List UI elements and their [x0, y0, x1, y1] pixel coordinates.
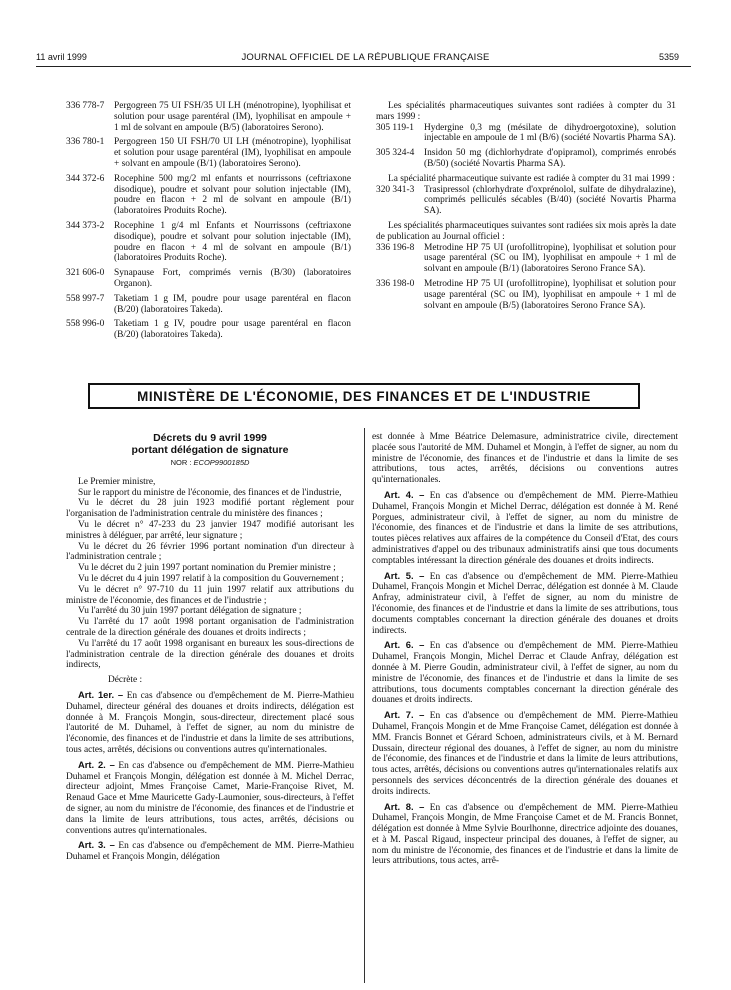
article-3-continuation: est donnée à Mme Béatrice Delemasure, administratrice civile, directement placée sous l'autorité de MM. Duhamel et Mongin, à l'effet de signer, au nom du ministre de l'économie, des finances et de l'industrie et dans la limite de ses attributions, tous actes, arrêtés, décisions ou conventions autres qu'internationales. — [372, 432, 678, 486]
spec-code: 336 780-1 — [66, 137, 105, 148]
spec-entry — [66, 101, 351, 133]
right-articles — [372, 490, 678, 867]
spec-entry — [66, 221, 351, 264]
consideration-paragraph: Sur le rapport du ministre de l'économie, des finances et de l'industrie, — [78, 487, 342, 498]
article-heading: Art. 7. – — [384, 709, 425, 721]
decree-title-subject: portant délégation de signature — [131, 444, 289, 456]
decree-right-column — [372, 432, 678, 867]
spec-code: 305 119-1 — [376, 122, 414, 133]
spec-entry — [376, 148, 676, 170]
spec-text: Rocephine 500 mg/2 ml enfants et nourrissons (ceftriaxone disodique), poudre et solvant pour solution injectable (IM), poudre en flacon + 2 ml de solvant en ampoule (B/1) (laboratoires Produits Roche). — [114, 173, 351, 217]
article-text: En cas d'absence ou d'empêchement de MM. Pierre-Mathieu Duhamel et François Mongin, délégation est donnée à M. Michel Derrac, directeur adjoint, Mmes Françoise Camet, Marie-Françoise Rivet, M. Renaud Gace et Mme Mauricette Gady-Laumonier, sous-directeurs, à l'effet de signer, au nom du ministre de l'économie, des finances et de l'industrie et dans la limite de leurs attributions, tous actes, arrêtés, décisions ou conventions autres qu'internationales. — [66, 760, 355, 836]
nor-reference — [66, 458, 354, 469]
journal-title: JOURNAL OFFICIEL DE LA RÉPUBLIQUE FRANÇAISE — [241, 52, 490, 63]
top-right-section — [376, 101, 676, 315]
intro-radiation-may: La spécialité pharmaceutique suivante est radiée à compter du 31 mai 1999 : — [388, 173, 675, 184]
spec-entry — [376, 279, 676, 311]
decree-left-column — [66, 432, 354, 863]
consideration-paragraph: Vu l'arrêté du 17 août 1998 organisant en bureaux les sous-directions de l'administration centrale de la direction générale des douanes et droits indirects, — [66, 638, 354, 671]
article-paragraph — [372, 710, 678, 797]
spec-list-may — [376, 185, 676, 217]
consideration-paragraph: Vu le décret du 4 juin 1997 relatif à la composition du Gouvernement ; — [78, 573, 344, 584]
consideration-paragraph: Vu le décret n° 47-233 du 23 janvier 1947 modifié autorisant les ministres à déléguer, par arrêté, leur signature ; — [66, 519, 354, 541]
spec-text: Pergogreen 75 UI FSH/35 UI LH (ménotropine), lyophilisat et solution pour usage parentéral (IM), lyophilisat en ampoule + 1 ml de solvant en ampoule (B/5) (laboratoires Serono). — [114, 101, 351, 133]
nor-code: ECOP9900185D — [193, 458, 250, 467]
article-paragraph — [372, 802, 678, 868]
article-text: En cas d'absence ou d'empêchement de MM. Pierre-Mathieu Duhamel, François Mongin, Michel Derrac et Claude Anfray, délégation est donnée à M. Pierre Goudin, administrateur civil, à l'effet de signer, au nom du ministre de l'économie, des finances et de l'industrie et dans la limite de ses attributions, tous documents comptables concernant la direction générale des douanes et droits indirects. — [372, 641, 678, 706]
ministry-title: MINISTÈRE DE L'ÉCONOMIE, DES FINANCES ET DE L'INDUSTRIE — [137, 388, 591, 404]
spec-entry — [66, 174, 351, 217]
article-heading: Art. 8. – — [384, 800, 425, 812]
spec-code: 336 196-8 — [376, 242, 415, 253]
spec-list-march — [376, 123, 676, 170]
spec-entry — [376, 243, 676, 275]
article-text: En cas d'absence ou d'empêchement de MM. Pierre-Mathieu Duhamel et François Mongin, délégation — [66, 841, 355, 863]
consideration-paragraph: Le Premier ministre, — [78, 476, 156, 487]
header-rule — [36, 66, 691, 67]
spec-text: Metrodine HP 75 UI (urofollitropine), lyophilisat et solution pour usage parentéral (SC ou IM), lyophilisat en ampoule + 1 ml de solvant en ampoule (B/1) (laboratoires Serono France SA). — [424, 242, 676, 275]
spec-list-six-months — [376, 243, 676, 312]
page-number: 5359 — [658, 52, 679, 62]
spec-code: 305 324-4 — [376, 148, 415, 159]
article-paragraph — [66, 760, 354, 837]
article-text: En cas d'absence ou d'empêchement de MM. Pierre-Mathieu Duhamel, François Mongin et de Mme Françoise Camet, délégation est donnée à MM. Francis Bonnet et Gérard Schoen, administrateurs civils, et à M. Bernard Dussain, directeur régional des douanes, à l'effet de signer, au nom du ministre de l'économie, des finances et de l'industrie et dans la limite de leurs attributions, tous actes, arrêtés, décisions ou conventions autres qu'internationales relatifs aux personnels des services déconcentrés de la direction générale des douanes et droits indirects. — [372, 711, 678, 797]
spec-code: 321 606-0 — [66, 268, 105, 279]
intro-radiation-march: Les spécialités pharmaceutiques suivantes sont radiées à compter du 31 mars 1999 : — [376, 101, 676, 122]
header-date: 11 avril 1999 — [36, 52, 87, 62]
spec-code: 344 372-6 — [66, 173, 105, 184]
consideration-paragraph: Vu le décret du 26 février 1996 portant nomination d'un directeur à l'administration centrale ; — [66, 541, 354, 563]
spec-text: Synapause Fort, comprimés vernis (B/30) (laboratoires Organon). — [114, 268, 351, 289]
intro-radiation-six-months: Les spécialités pharmaceutiques suivantes sont radiées six mois après la date de publication au Journal officiel : — [376, 220, 676, 242]
article-heading: Art. 1er. – — [78, 688, 124, 700]
article-paragraph — [372, 640, 678, 706]
decrete-line: Décrète : — [108, 675, 143, 686]
article-text: En cas d'absence ou d'empêchement de M. Pierre-Mathieu Duhamel, directeur général des douanes et droits indirects, délégation est donnée à M. François Mongin, sous-directeur, directement placé sous l'autorité de M. Duhamel, à l'effet de signer, au nom du ministre de l'économie, des finances et de l'industrie et dans la limite de ses attributions, tous actes, arrêtés, décisions ou conventions autres qu'internationales. — [66, 690, 355, 755]
article-text: En cas d'absence ou d'empêchement de MM. Pierre-Mathieu Duhamel, François Mongin et Michel Derrac, délégation est donnée à M. Claude Anfray, administrateur civil, à l'effet de signer, au nom du ministre de l'économie, des finances et de l'industrie et dans la limite de ses attributions, tous documents comptables concernant la direction générale des douanes et droits indirects. — [372, 571, 678, 636]
consideration-paragraph: Vu l'arrêté du 17 août 1998 portant organisation de l'administration centrale de la direction générale des douanes et droits indirects ; — [66, 617, 354, 638]
spec-entry — [376, 123, 676, 145]
ministry-banner — [88, 383, 640, 409]
article-heading: Art. 3. – — [78, 839, 115, 851]
spec-code: 336 778-7 — [66, 101, 105, 111]
article-text: En cas d'absence ou d'empêchement de MM. Pierre-Mathieu Duhamel, François Mongin, de Mme Françoise Camet et de M. Francis Bonnet, délégation est donnée à Mme Sylvie Bourlhonne, directrice adjointe des douanes, et à M. Pascal Rigaud, inspecteur principal des douanes, à l'effet de signer, au nom du ministre de l'économie, des finances et de l'industrie et dans la limite de leurs attributions, tous actes, arrê- — [372, 802, 678, 867]
decree-title-date: Décrets du 9 avril 1999 — [153, 432, 267, 444]
top-left-spec-list — [66, 101, 351, 345]
spec-text: Taketiam 1 g IM, poudre pour usage parentéral en flacon (B/20) (laboratoires Takeda). — [114, 293, 351, 315]
spec-text: Pergogreen 150 UI FSH/70 UI LH (ménotropine), lyophilisat et solution pour usage parentéral (IM), lyophilisat en ampoule + solvant en ampoule (B/1) (laboratoires Serono). — [114, 137, 351, 169]
spec-text: Insidon 50 mg (dichlorhydrate d'opipramol), comprimés enrobés (B/50) (société Novartis Pharma SA). — [424, 148, 676, 169]
spec-text: Rocephine 1 g/4 ml Enfants et Nourrissons (ceftriaxone disodique), poudre et solvant pour solution injectable (IM), poudre en flacon + 4 ml de solvant en ampoule (B/1) (laboratoires Produits Roche). — [114, 220, 351, 264]
article-paragraph — [66, 690, 354, 756]
spec-text: Hydergine 0,3 mg (mésilate de dihydroergotoxine), solution injectable en ampoule de 1 ml (B/6) (société Novartis Pharma SA). — [424, 122, 676, 144]
article-paragraph — [66, 840, 354, 863]
spec-code: 558 996-0 — [66, 319, 105, 330]
spec-text: Trasipressol (chlorhydrate d'oxprénolol, sulfate de dihydralazine), comprimés pelliculés sécables (B/40) (société Novartis Pharma SA). — [424, 184, 676, 217]
article-heading: Art. 5. – — [384, 569, 425, 581]
article-heading: Art. 4. – — [384, 488, 425, 500]
spec-code: 336 198-0 — [376, 278, 415, 289]
article-heading: Art. 2. – — [78, 758, 115, 770]
article-heading: Art. 6. – — [384, 639, 425, 651]
spec-code: 344 373-2 — [66, 220, 105, 231]
considerations-list — [66, 477, 354, 671]
consideration-paragraph: Vu l'arrêté du 30 juin 1997 portant délégation de signature ; — [78, 606, 302, 617]
spec-entry — [376, 185, 676, 217]
spec-entry — [66, 294, 351, 316]
spec-text: Metrodine HP 75 UI (urofollitropine), lyophilisat et solution pour usage parentéral (SC ou IM), lyophilisat en ampoule + 1 ml de solvant en ampoule (B/5) (laboratoires Serono France SA). — [424, 278, 676, 311]
spec-entry — [66, 319, 351, 341]
spec-entry — [66, 137, 351, 169]
left-articles — [66, 690, 354, 863]
consideration-paragraph: Vu le décret n° 97-710 du 11 juin 1997 relatif aux attributions du ministre de l'économie, des finances et de l'industrie ; — [66, 584, 354, 606]
spec-code: 320 341-3 — [376, 184, 415, 195]
article-paragraph — [372, 571, 678, 637]
nor-label: NOR : — [170, 458, 192, 467]
consideration-paragraph: Vu le décret du 2 juin 1997 portant nomination du Premier ministre ; — [78, 563, 336, 574]
column-divider — [364, 428, 365, 983]
article-text: En cas d'absence ou d'empêchement de MM. Pierre-Mathieu Duhamel, François Mongin et Michel Derrac, délégation est donnée à M. René Porgues, administrateur civil, à l'effet de signer, au nom du ministre de l'économie, des finances et de l'industrie et dans la limite de ses attributions, toutes pièces relatives aux affaires de la compétence du Conseil d'Etat, des cours administratives d'appel ou des tribunaux administratifs ainsi que tous documents comptables intéressant la direction générale des douanes et droits indirects. — [372, 490, 678, 566]
spec-entry — [66, 268, 351, 290]
article-paragraph — [372, 490, 678, 567]
spec-code: 558 997-7 — [66, 293, 105, 304]
consideration-paragraph: Vu le décret du 28 juin 1923 modifié portant règlement pour l'organisation de l'administration centrale du ministère des finances ; — [66, 498, 354, 520]
spec-text: Taketiam 1 g IV, poudre pour usage parentéral en flacon (B/20) (laboratoires Takeda). — [114, 319, 351, 341]
